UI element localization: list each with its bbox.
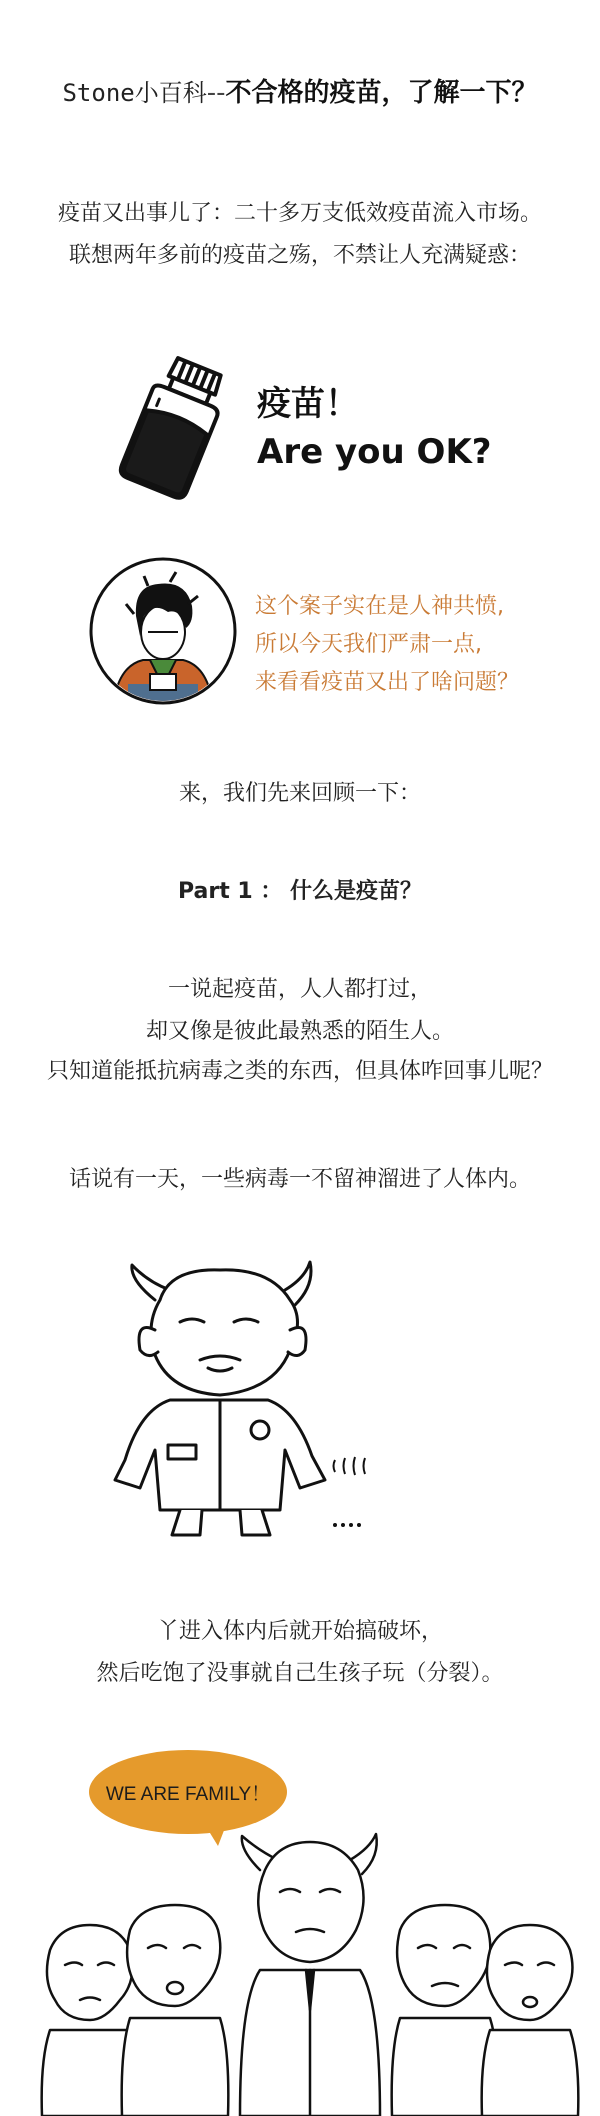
- speech-bubble: [89, 1750, 287, 1834]
- author-comment-line-1: 这个案子实在是人神共愤,: [255, 594, 504, 619]
- vaccine-question-line-2: Are you OK?: [257, 432, 492, 472]
- explain-line-1: 一说起疫苗，人人都打过，: [167, 977, 432, 1002]
- virus-family-illustration: [20, 1830, 580, 2116]
- brand-name: Stone小百科: [62, 79, 207, 107]
- virus-character-illustration: [100, 1260, 400, 1540]
- vaccine-question: [257, 380, 492, 476]
- page-title: [0, 72, 600, 109]
- author-comment-line-2: 所以今天我们严肃一点,: [255, 632, 482, 657]
- explain-line-3: 只知道能抵抗病毒之类的东西，但具体咋回事儿呢？: [46, 1059, 553, 1084]
- intro-line-2: 联想两年多前的疫苗之殇，不禁让人充满疑惑：: [68, 243, 531, 268]
- section-heading-part1: Part 1 ： 什么是疫苗？: [177, 879, 423, 904]
- speech-bubble-text: WE ARE FAMILY！: [105, 1783, 271, 1805]
- title-separator: --: [206, 78, 226, 108]
- author-avatar: [88, 556, 238, 706]
- story-line-2: 丫进入体内后就开始搞破坏，: [156, 1619, 443, 1644]
- vaccine-bottle-illustration: [110, 352, 240, 502]
- vaccine-question-line-1: 疫苗！: [257, 384, 359, 424]
- story-line-1: 话说有一天，一些病毒一不留神溜进了人体内。: [68, 1167, 531, 1192]
- story-line-3: 然后吃饱了没事就自己生孩子玩（分裂）。: [96, 1661, 504, 1686]
- author-comment: [255, 588, 519, 702]
- review-text: 来，我们先来回顾一下：: [178, 781, 421, 806]
- author-comment-line-3: 来看看疫苗又出了啥问题？: [255, 670, 520, 695]
- intro-line-1: 疫苗又出事儿了：二十多万支低效疫苗流入市场。: [57, 201, 542, 226]
- title-main: 不合格的疫苗，了解一下？: [225, 78, 538, 108]
- explain-line-2: 却又像是彼此最熟悉的陌生人。: [145, 1019, 454, 1044]
